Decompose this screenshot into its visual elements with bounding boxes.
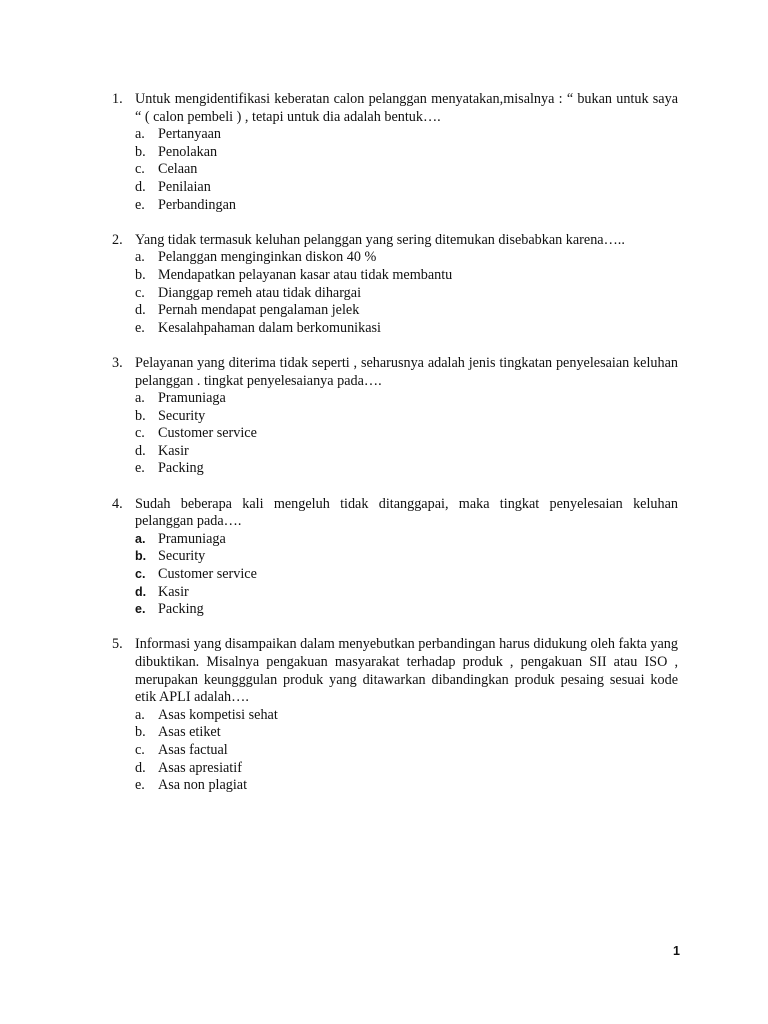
question-item: [112, 636, 678, 794]
option-letter: e.: [135, 460, 145, 477]
answer-option: [135, 390, 678, 408]
answer-option: [135, 197, 678, 215]
answer-option: [135, 285, 678, 303]
answer-option: [135, 601, 678, 619]
option-letter: b.: [135, 407, 146, 424]
option-text: Pramuniaga: [158, 390, 226, 407]
question-item: [112, 91, 678, 214]
question-item: [112, 232, 678, 338]
option-text: Dianggap remeh atau tidak dihargai: [158, 284, 362, 301]
question-item: [112, 496, 678, 619]
answer-option: [135, 443, 678, 461]
answer-option: [135, 302, 678, 320]
option-text: Asas kompetisi sehat: [158, 706, 278, 723]
answer-option: [135, 425, 678, 443]
option-letter: e.: [135, 602, 146, 617]
option-letter: d.: [135, 584, 147, 599]
page-number: 1: [673, 944, 680, 958]
option-text: Packing: [158, 460, 204, 477]
option-letter: e.: [135, 196, 145, 213]
option-list: [135, 126, 678, 214]
option-letter: b.: [135, 724, 146, 741]
question-text: Pelayanan yang diterima tidak seperti , seharusnya adalah jenis tingkatan penyelesaian keluhan pelanggan . tingkat penyelesaianya pada….: [135, 354, 678, 389]
answer-option: [135, 531, 678, 549]
option-list: [135, 249, 678, 337]
answer-option: [135, 161, 678, 179]
question-text: Informasi yang disampaikan dalam menyebutkan perbandingan harus didukung oleh fakta yang dibuktikan. Misalnya pengakuan masyarakat terhadap produk , pengakuan SII atau ISO , merupakan keungggulan produk yang ditawarkan dibandingkan produk pesaing sesuai kode etik APLI adalah….: [135, 636, 678, 706]
option-text: Mendapatkan pelayanan kasar atau tidak membantu: [158, 266, 453, 283]
option-letter: a.: [135, 249, 145, 266]
answer-option: [135, 408, 678, 426]
option-text: Pernah mendapat pengalaman jelek: [158, 302, 360, 319]
option-letter: a.: [135, 706, 145, 723]
option-letter: b.: [135, 549, 147, 564]
option-letter: d.: [135, 759, 146, 776]
option-text: Security: [158, 407, 206, 424]
answer-option: [135, 584, 678, 602]
option-list: [135, 531, 678, 619]
answer-option: [135, 460, 678, 478]
answer-option: [135, 548, 678, 566]
question-text: Sudah beberapa kali mengeluh tidak ditanggapai, maka tingkat penyelesaian keluhan pelanggan pada….: [135, 495, 678, 530]
option-text: Penilaian: [158, 178, 211, 195]
answer-option: [135, 126, 678, 144]
option-text: Perbandingan: [158, 196, 237, 213]
option-letter: c.: [135, 425, 145, 442]
option-letter: c.: [135, 161, 145, 178]
option-text: Asa non plagiat: [158, 777, 248, 794]
option-text: Asas factual: [158, 741, 228, 758]
option-text: Packing: [158, 601, 204, 618]
answer-option: [135, 566, 678, 584]
option-text: Penolakan: [158, 143, 218, 160]
question-text: Yang tidak termasuk keluhan pelanggan yang sering ditemukan disebabkan karena…..: [135, 231, 625, 248]
answer-option: [135, 320, 678, 338]
answer-option: [135, 760, 678, 778]
question-number: 2.: [112, 231, 123, 248]
answer-option: [135, 707, 678, 725]
option-text: Kasir: [158, 583, 189, 600]
option-letter: b.: [135, 266, 146, 283]
option-text: Asas etiket: [158, 724, 221, 741]
answer-option: [135, 179, 678, 197]
option-text: Asas apresiatif: [158, 759, 242, 776]
option-text: Security: [158, 548, 206, 565]
option-text: Customer service: [158, 566, 257, 583]
answer-option: [135, 144, 678, 162]
option-letter: a.: [135, 531, 146, 546]
option-letter: c.: [135, 284, 145, 301]
option-text: Pertanyaan: [158, 126, 222, 143]
question-list: [112, 91, 678, 812]
question-item: [112, 355, 678, 478]
option-letter: d.: [135, 178, 146, 195]
option-letter: a.: [135, 390, 145, 407]
question-number: 3.: [112, 354, 123, 371]
option-text: Pelanggan menginginkan diskon 40 %: [158, 249, 377, 266]
option-letter: d.: [135, 442, 146, 459]
option-list: [135, 390, 678, 478]
option-letter: b.: [135, 143, 146, 160]
option-letter: c.: [135, 741, 145, 758]
option-text: Customer service: [158, 425, 257, 442]
option-letter: e.: [135, 319, 145, 336]
option-letter: e.: [135, 777, 145, 794]
answer-option: [135, 777, 678, 795]
question-number: 5.: [112, 636, 123, 653]
option-letter: a.: [135, 126, 145, 143]
answer-option: [135, 267, 678, 285]
option-text: Celaan: [158, 161, 198, 178]
answer-option: [135, 742, 678, 760]
question-text: Untuk mengidentifikasi keberatan calon pelanggan menyatakan,misalnya : “ bukan untuk saya “ ( calon pembeli ) , tetapi untuk dia adalah bentuk….: [135, 91, 678, 125]
option-text: Kesalahpahaman dalam berkomunikasi: [158, 319, 381, 336]
answer-option: [135, 724, 678, 742]
answer-option: [135, 249, 678, 267]
question-number: 4.: [112, 495, 123, 512]
option-text: Pramuniaga: [158, 530, 226, 547]
option-letter: d.: [135, 302, 146, 319]
option-text: Kasir: [158, 442, 189, 459]
question-number: 1.: [112, 91, 123, 107]
option-list: [135, 707, 678, 795]
option-letter: c.: [135, 567, 146, 582]
